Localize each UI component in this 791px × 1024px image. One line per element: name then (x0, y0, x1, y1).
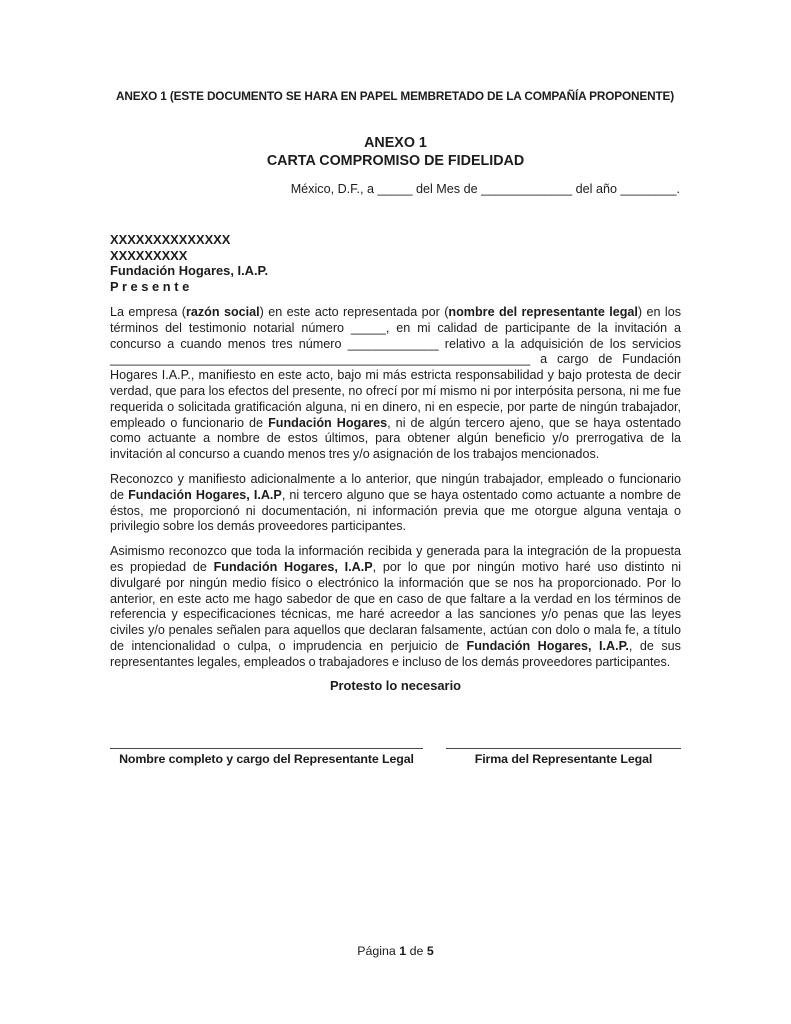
addressee-presente: P r e s e n t e (110, 278, 190, 294)
date-fill-in-line: México, D.F., a _____ del Mes de _____________ del año ________. (290, 182, 680, 196)
addressee-placeholder-line-1: XXXXXXXXXXXXXX (110, 232, 231, 247)
paragraph-acknowledgement: Reconozco y manifiesto adicionalmente a lo anterior, que ningún trabajador, empleado o funcionario de Fundación Hogares, I.A.P, ni tercero alguno que se haya ostentado como actuante a nombre de éstos, me proporcionó ni documentación, ni información previa que me otorgue alguna ventaja o privilegio sobre los demás proveedores participantes. (110, 471, 681, 534)
closing-statement: Protesto lo necesario (329, 678, 462, 693)
title-block (0, 135, 791, 170)
addressee-block (110, 232, 268, 294)
letterhead-instruction-note: ANEXO 1 (ESTE DOCUMENTO SE HARA EN PAPEL MEMBRETADO DE LA COMPAÑÍA PROPONENTE) (115, 89, 675, 103)
page-number-footer: Página 1 de 5 (357, 944, 434, 958)
annex-title: ANEXO 1 (364, 135, 427, 151)
paragraph-declaration: La empresa (razón social) en este acto representada por (nombre del representante legal) en los términos del testimonio notarial número _____, en mi calidad de participante de la invitación a concurso a cuando menos tres número _____________ relativo a la adquisición de los servicios ____________________________________________________________ a cargo de Fundación Hogares I.A.P., manifiesto en este acto, bajo mi más estricta responsabilidad y bajo protesta de decir verdad, que para los efectos del presente, no ofrecí por mí mismo ni por interpósita persona, ni me fue requerida o solicitada gratificación alguna, ni en dinero, ni en especie, por parte de ningún trabajador, empleado o funcionario de Fundación Hogares, ni de algún tercero ajeno, que se haya ostentado como actuante a nombre de estos últimos, para obtener algún beneficio y/o prerrogativa de la invitación al concurso a cuando menos tres y/o asignación de los trabajos mencionados. (110, 305, 681, 462)
signature-label-firma: Firma del Representante Legal (474, 752, 653, 766)
signature-line-firma (446, 740, 681, 749)
addressee-placeholder-line-2: XXXXXXXXX (110, 247, 188, 263)
signature-line-name-and-title (110, 740, 423, 749)
signature-block (110, 740, 681, 766)
signature-column-name (110, 740, 423, 766)
document-title: CARTA COMPROMISO DE FIDELIDAD (266, 152, 525, 169)
body-paragraphs (110, 305, 681, 680)
signature-label-name-and-title: Nombre completo y cargo del Representante Legal (119, 752, 414, 766)
paragraph-confidentiality: Asimismo reconozco que toda la información recibida y generada para la integración de la propuesta es propiedad de Fundación Hogares, I.A.P, por lo que por ningún motivo haré uso distinto ni divulgaré por ningún medio físico o electrónico la información que se nos ha proporcionado. Por lo anterior, en este acto me hago sabedor de que en caso de que faltare a la verdad en los términos de referencia y especificaciones técnicas, me haré acreedor a las sanciones y/o penas que las leyes civiles y/o penales señalen para aquellos que declaran falsamente, actúan con dolo o mala fe, a título de intencionalidad o culpa, o imprudencia en perjuicio de Fundación Hogares, I.A.P., de sus representantes legales, empleados o trabajadores e incluso de los demás proveedores participantes. (110, 544, 681, 669)
addressee-organization: Fundación Hogares, I.A.P. (110, 263, 269, 279)
signature-column-firma (446, 740, 681, 766)
